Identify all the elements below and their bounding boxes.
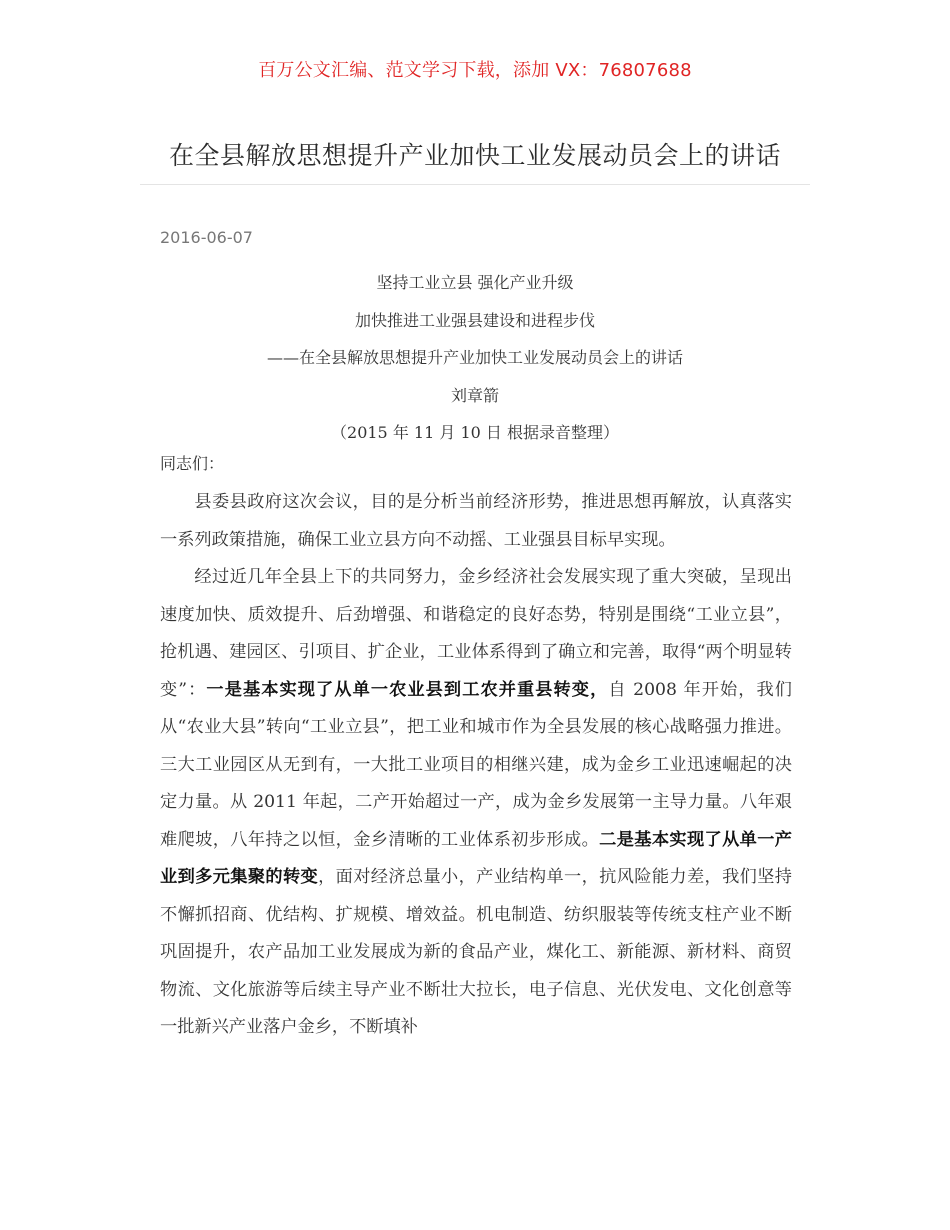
title-divider [140,184,810,185]
heading-line-2: 加快推进工业强县建设和进程步伐 [354,310,595,330]
paragraph-2-text-a: 经过近几年全县上下的共同努力，金乡经济社会发展实现了重大突破，呈现出速度加快、质效提升、后劲增强、和谐稳定的良好态势，特别是围绕“工业立县”，抢机遇、建园区、引项目、扩企业，工业体系得到了确立和完善，取得“两个明显转变”： [160,567,792,700]
heading-line-1: 坚持工业立县 强化产业升级 [376,273,574,292]
speech-heading [160,264,790,452]
emphasis-1: 一是基本实现了从单一农业县到工农并重县转变， [206,679,609,700]
paragraph-1: 县委县政府这次会议，目的是分析当前经济形势，推进思想再解放，认真落实一系列政策措施，确保工业立县方向不动摇、工业强县目标早实现。 [160,492,792,550]
paragraph-2-text-b: 自 2008 年开始，我们从“农业大县”转向“工业立县”，把工业和城市作为全县发展的核心战略强力推进。三大工业园区从无到有，一大批工业项目的相继兴建，成为金乡工业迅速崛起的决定力量。从 2011 年起，二产开始超过一产，成为金乡发展第一主导力量。八年艰难爬坡，八年持之以恒，金乡清晰的工业体系初步形成。 [160,679,792,850]
article-body [160,484,792,1047]
paragraph-2 [160,559,792,1047]
speech-date-note: （2015 年 11 月 10 日 根据录音整理） [331,423,619,442]
emphasis-2: 二是基本实现了从单一产业到多元集聚的转变 [160,829,792,887]
watermark-banner: 百万公文汇编、范文学习下载，添加 VX：76807688 [258,60,692,81]
speaker-name: 刘章箭 [450,385,499,405]
article-title: 在全县解放思想提升产业加快工业发展动员会上的讲话 [168,141,781,170]
heading-line-3: ——在全县解放思想提升产业加快工业发展动员会上的讲话 [266,348,683,367]
paragraph-2-text-c: ，面对经济总量小，产业结构单一，抗风险能力差，我们坚持不懈抓招商、优结构、扩规模、增效益。机电制造、纺织服装等传统支柱产业不断巩固提升，农产品加工业发展成为新的食品产业，煤化工、新能源、新材料、商贸物流、文化旅游等后续主导产业不断壮大拉长，电子信息、光伏发电、文化创意等一批新兴产业落户金乡，不断填补 [160,867,792,1037]
salutation: 同志们： [160,454,225,473]
publish-date: 2016-06-07 [160,228,253,247]
